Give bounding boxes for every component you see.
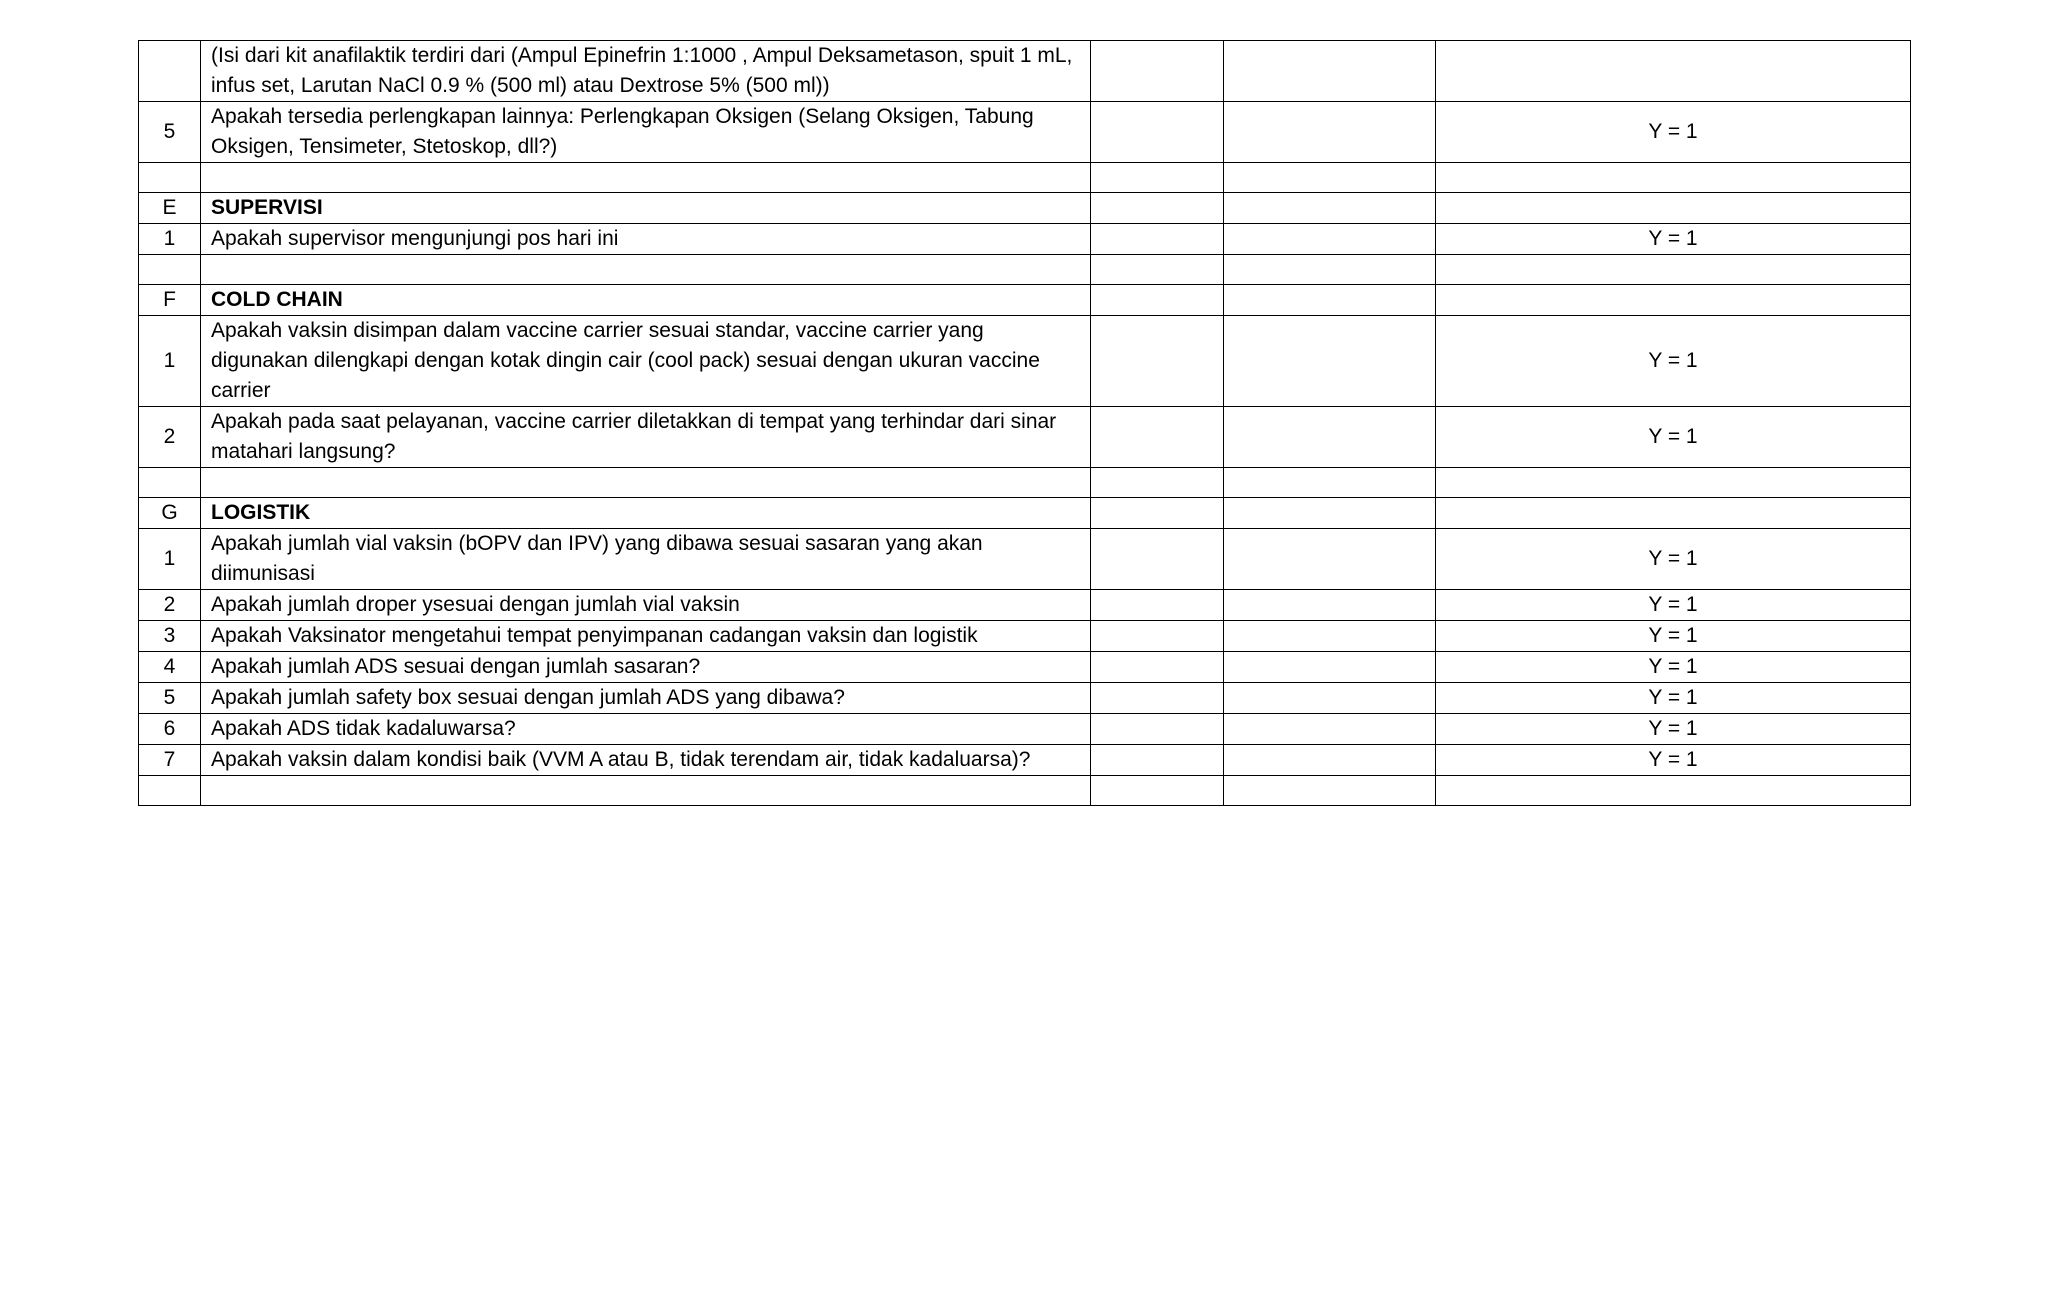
score-cell: Y = 1 bbox=[1436, 683, 1911, 714]
answer-yes-cell[interactable] bbox=[1091, 745, 1224, 776]
answer-yes-cell[interactable] bbox=[1091, 163, 1224, 193]
question-text bbox=[201, 255, 1091, 285]
row-number bbox=[139, 776, 201, 806]
answer-no-cell[interactable] bbox=[1224, 529, 1436, 590]
score-cell: Y = 1 bbox=[1436, 590, 1911, 621]
question-text: Apakah Vaksinator mengetahui tempat penyimpanan cadangan vaksin dan logistik bbox=[201, 621, 1091, 652]
answer-no-cell[interactable] bbox=[1224, 407, 1436, 468]
question-text: Apakah tersedia perlengkapan lainnya: Perlengkapan Oksigen (Selang Oksigen, Tabung Oksigen, Tensimeter, Stetoskop, dll?) bbox=[201, 102, 1091, 163]
row-number bbox=[139, 255, 201, 285]
answer-no-cell[interactable] bbox=[1224, 224, 1436, 255]
answer-no-cell[interactable] bbox=[1224, 621, 1436, 652]
table-row bbox=[139, 285, 1911, 316]
question-text: Apakah vaksin disimpan dalam vaccine carrier sesuai standar, vaccine carrier yang digunakan dilengkapi dengan kotak dingin cair (cool pack) sesuai dengan ukuran vaccine carrier bbox=[201, 316, 1091, 407]
table-row bbox=[139, 41, 1911, 102]
answer-yes-cell bbox=[1091, 285, 1224, 316]
table-row bbox=[139, 407, 1911, 468]
section-title: SUPERVISI bbox=[201, 193, 1091, 224]
score-cell: Y = 1 bbox=[1436, 316, 1911, 407]
answer-no-cell[interactable] bbox=[1224, 776, 1436, 806]
table-row bbox=[139, 498, 1911, 529]
question-text: (Isi dari kit anafilaktik terdiri dari (Ampul Epinefrin 1:1000 , Ampul Deksametason, spuit 1 mL, infus set, Larutan NaCl 0.9 % (500 ml) atau Dextrose 5% (500 ml)) bbox=[201, 41, 1091, 102]
section-letter: E bbox=[139, 193, 201, 224]
score-cell bbox=[1436, 193, 1911, 224]
row-number: 6 bbox=[139, 714, 201, 745]
score-cell bbox=[1436, 255, 1911, 285]
question-text: Apakah ADS tidak kadaluwarsa? bbox=[201, 714, 1091, 745]
score-cell bbox=[1436, 41, 1911, 102]
answer-no-cell bbox=[1224, 285, 1436, 316]
answer-no-cell[interactable] bbox=[1224, 745, 1436, 776]
checklist-sheet bbox=[138, 40, 1911, 806]
answer-no-cell[interactable] bbox=[1224, 590, 1436, 621]
score-cell: Y = 1 bbox=[1436, 714, 1911, 745]
row-number: 2 bbox=[139, 407, 201, 468]
table-row bbox=[139, 714, 1911, 745]
answer-no-cell bbox=[1224, 193, 1436, 224]
answer-no-cell[interactable] bbox=[1224, 41, 1436, 102]
answer-yes-cell[interactable] bbox=[1091, 714, 1224, 745]
table-row bbox=[139, 316, 1911, 407]
row-number bbox=[139, 41, 201, 102]
checklist-table bbox=[138, 40, 1911, 806]
row-number: 7 bbox=[139, 745, 201, 776]
row-number: 1 bbox=[139, 529, 201, 590]
answer-yes-cell[interactable] bbox=[1091, 102, 1224, 163]
question-text bbox=[201, 468, 1091, 498]
question-text: Apakah supervisor mengunjungi pos hari ini bbox=[201, 224, 1091, 255]
answer-no-cell bbox=[1224, 498, 1436, 529]
score-cell bbox=[1436, 776, 1911, 806]
table-row bbox=[139, 102, 1911, 163]
row-number: 5 bbox=[139, 683, 201, 714]
answer-yes-cell[interactable] bbox=[1091, 776, 1224, 806]
question-text: Apakah jumlah droper ysesuai dengan jumlah vial vaksin bbox=[201, 590, 1091, 621]
table-row bbox=[139, 193, 1911, 224]
section-title: COLD CHAIN bbox=[201, 285, 1091, 316]
question-text bbox=[201, 776, 1091, 806]
answer-no-cell[interactable] bbox=[1224, 255, 1436, 285]
table-row bbox=[139, 590, 1911, 621]
answer-yes-cell bbox=[1091, 498, 1224, 529]
question-text: Apakah jumlah vial vaksin (bOPV dan IPV) yang dibawa sesuai sasaran yang akan diimunisasi bbox=[201, 529, 1091, 590]
table-row bbox=[139, 683, 1911, 714]
section-letter: G bbox=[139, 498, 201, 529]
table-row bbox=[139, 745, 1911, 776]
table-row bbox=[139, 621, 1911, 652]
score-cell: Y = 1 bbox=[1436, 745, 1911, 776]
answer-no-cell[interactable] bbox=[1224, 652, 1436, 683]
table-row bbox=[139, 163, 1911, 193]
question-text: Apakah jumlah safety box sesuai dengan jumlah ADS yang dibawa? bbox=[201, 683, 1091, 714]
question-text bbox=[201, 163, 1091, 193]
question-text: Apakah vaksin dalam kondisi baik (VVM A atau B, tidak terendam air, tidak kadaluarsa)? bbox=[201, 745, 1091, 776]
score-cell bbox=[1436, 468, 1911, 498]
score-cell bbox=[1436, 285, 1911, 316]
table-row bbox=[139, 776, 1911, 806]
row-number: 3 bbox=[139, 621, 201, 652]
answer-no-cell[interactable] bbox=[1224, 163, 1436, 193]
answer-no-cell[interactable] bbox=[1224, 316, 1436, 407]
row-number: 2 bbox=[139, 590, 201, 621]
row-number: 1 bbox=[139, 316, 201, 407]
answer-yes-cell[interactable] bbox=[1091, 621, 1224, 652]
row-number: 4 bbox=[139, 652, 201, 683]
checklist-body bbox=[139, 41, 1911, 806]
section-letter: F bbox=[139, 285, 201, 316]
answer-yes-cell[interactable] bbox=[1091, 224, 1224, 255]
answer-yes-cell[interactable] bbox=[1091, 590, 1224, 621]
answer-yes-cell[interactable] bbox=[1091, 468, 1224, 498]
answer-yes-cell[interactable] bbox=[1091, 255, 1224, 285]
score-cell: Y = 1 bbox=[1436, 529, 1911, 590]
row-number: 5 bbox=[139, 102, 201, 163]
answer-no-cell[interactable] bbox=[1224, 468, 1436, 498]
table-row bbox=[139, 529, 1911, 590]
answer-yes-cell[interactable] bbox=[1091, 316, 1224, 407]
score-cell: Y = 1 bbox=[1436, 224, 1911, 255]
answer-yes-cell[interactable] bbox=[1091, 652, 1224, 683]
score-cell: Y = 1 bbox=[1436, 102, 1911, 163]
answer-yes-cell[interactable] bbox=[1091, 683, 1224, 714]
score-cell: Y = 1 bbox=[1436, 652, 1911, 683]
row-number bbox=[139, 468, 201, 498]
question-text: Apakah jumlah ADS sesuai dengan jumlah sasaran? bbox=[201, 652, 1091, 683]
answer-no-cell[interactable] bbox=[1224, 683, 1436, 714]
table-row bbox=[139, 652, 1911, 683]
table-row bbox=[139, 255, 1911, 285]
score-cell bbox=[1436, 498, 1911, 529]
section-title: LOGISTIK bbox=[201, 498, 1091, 529]
table-row bbox=[139, 468, 1911, 498]
row-number bbox=[139, 163, 201, 193]
answer-yes-cell[interactable] bbox=[1091, 529, 1224, 590]
answer-no-cell[interactable] bbox=[1224, 714, 1436, 745]
score-cell: Y = 1 bbox=[1436, 407, 1911, 468]
score-cell bbox=[1436, 163, 1911, 193]
score-cell: Y = 1 bbox=[1436, 621, 1911, 652]
row-number: 1 bbox=[139, 224, 201, 255]
answer-yes-cell[interactable] bbox=[1091, 407, 1224, 468]
answer-no-cell[interactable] bbox=[1224, 102, 1436, 163]
answer-yes-cell bbox=[1091, 193, 1224, 224]
question-text: Apakah pada saat pelayanan, vaccine carrier diletakkan di tempat yang terhindar dari sinar matahari langsung? bbox=[201, 407, 1091, 468]
answer-yes-cell[interactable] bbox=[1091, 41, 1224, 102]
table-row bbox=[139, 224, 1911, 255]
